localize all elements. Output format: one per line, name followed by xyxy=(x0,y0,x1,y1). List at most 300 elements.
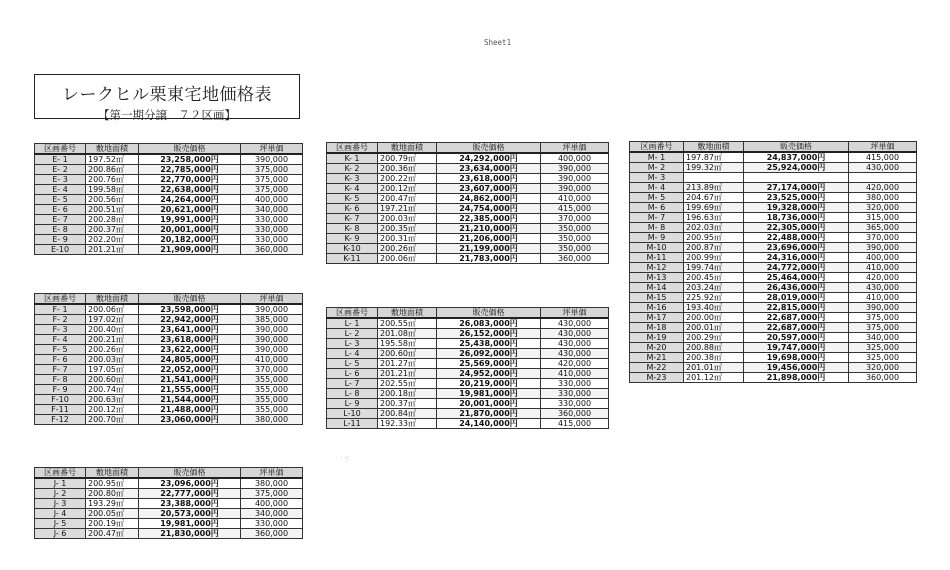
tsubo-price-cell: 390,000 xyxy=(541,184,609,194)
sale-price-cell: 23,641,000円 xyxy=(139,325,241,335)
tsubo-price-cell: 330,000 xyxy=(541,399,609,409)
tsubo-price-cell: 375,000 xyxy=(241,175,303,185)
tsubo-price-cell: 415,000 xyxy=(541,419,609,429)
land-area-cell: 201.21㎡ xyxy=(378,369,437,379)
table-row xyxy=(630,193,917,203)
land-area-cell: 202.20㎡ xyxy=(86,235,139,245)
sale-price-cell: 24,264,000円 xyxy=(139,195,241,205)
tsubo-price-cell: 390,000 xyxy=(241,154,303,165)
land-area-cell: 199.69㎡ xyxy=(684,203,744,213)
tsubo-price-cell: 360,000 xyxy=(849,373,917,383)
lot-number-cell: E- 7 xyxy=(35,215,86,225)
sale-price-cell: 19,981,000円 xyxy=(139,519,241,529)
land-area-cell: 204.67㎡ xyxy=(684,193,744,203)
sale-price-cell: 18,736,000円 xyxy=(744,213,849,223)
table-row xyxy=(35,225,303,235)
table-row xyxy=(327,204,609,214)
table-row xyxy=(630,303,917,313)
land-area-cell: 200.56㎡ xyxy=(86,195,139,205)
header-lot-number: 区画番号 xyxy=(35,294,86,305)
lot-number-cell: K- 8 xyxy=(327,224,378,234)
land-area-cell: 200.28㎡ xyxy=(86,215,139,225)
land-area-cell: 200.40㎡ xyxy=(86,325,139,335)
sale-price-cell: 22,488,000円 xyxy=(744,233,849,243)
sale-price-cell: 20,182,000円 xyxy=(139,235,241,245)
land-area-cell: 200.86㎡ xyxy=(86,165,139,175)
sale-price-cell: 25,464,000円 xyxy=(744,273,849,283)
table-row xyxy=(35,315,303,325)
tsubo-price-cell: 430,000 xyxy=(541,339,609,349)
lot-number-cell: E- 2 xyxy=(35,165,86,175)
tsubo-price-cell: 390,000 xyxy=(541,174,609,184)
sale-price-cell: 19,981,000円 xyxy=(437,389,541,399)
table-row xyxy=(327,409,609,419)
tsubo-price-cell: 350,000 xyxy=(541,244,609,254)
land-area-cell: 200.47㎡ xyxy=(378,194,437,204)
land-area-cell: 200.22㎡ xyxy=(378,174,437,184)
price-table-K xyxy=(326,142,609,264)
tsubo-price-cell: 365,000 xyxy=(849,223,917,233)
lot-number-cell: L- 2 xyxy=(327,329,378,339)
lot-number-cell: K- 1 xyxy=(327,153,378,164)
lot-number-cell: E- 3 xyxy=(35,175,86,185)
sale-price-cell: 22,687,000円 xyxy=(744,313,849,323)
land-area-cell: 200.06㎡ xyxy=(86,304,139,315)
table-row xyxy=(327,318,609,329)
tsubo-price-cell: 410,000 xyxy=(541,194,609,204)
tsubo-price-cell: 375,000 xyxy=(241,165,303,175)
lot-number-cell: L- 9 xyxy=(327,399,378,409)
land-area-cell: 213.89㎡ xyxy=(684,183,744,193)
tsubo-price-cell: 370,000 xyxy=(541,214,609,224)
table-row xyxy=(630,223,917,233)
sale-price-cell: 24,754,000円 xyxy=(437,204,541,214)
lot-number-cell: L-10 xyxy=(327,409,378,419)
tsubo-price-cell: 390,000 xyxy=(849,303,917,313)
sale-price-cell: 20,597,000円 xyxy=(744,333,849,343)
lot-number-cell: M-20 xyxy=(630,343,684,353)
tsubo-price-cell: 400,000 xyxy=(849,253,917,263)
sale-price-cell: 26,092,000円 xyxy=(437,349,541,359)
sale-price-cell: 21,909,000円 xyxy=(139,245,241,255)
lot-number-cell: M-16 xyxy=(630,303,684,313)
sale-price-cell: 23,607,000円 xyxy=(437,184,541,194)
tsubo-price-cell: 430,000 xyxy=(541,318,609,329)
sale-price-cell: 24,316,000円 xyxy=(744,253,849,263)
tsubo-price-cell: 410,000 xyxy=(849,293,917,303)
land-area-cell: 200.38㎡ xyxy=(684,353,744,363)
sale-price-cell: 22,687,000円 xyxy=(744,323,849,333)
land-area-cell: 199.74㎡ xyxy=(684,263,744,273)
table-row xyxy=(630,353,917,363)
table-header-row xyxy=(35,468,303,479)
lot-number-cell: M-22 xyxy=(630,363,684,373)
lot-number-cell: K-11 xyxy=(327,254,378,264)
sale-price-cell: 28,019,000円 xyxy=(744,293,849,303)
table-header-row xyxy=(35,294,303,305)
table-row xyxy=(327,254,609,264)
lot-number-cell: K- 5 xyxy=(327,194,378,204)
table-row xyxy=(35,154,303,165)
lot-number-cell: M-12 xyxy=(630,263,684,273)
tsubo-price-cell: 410,000 xyxy=(541,369,609,379)
lot-number-cell: M- 3 xyxy=(630,173,684,183)
land-area-cell: 200.80㎡ xyxy=(86,489,139,499)
tsubo-price-cell: 400,000 xyxy=(241,195,303,205)
header-tsubo-price: 坪単価 xyxy=(241,294,303,305)
lot-number-cell: M- 8 xyxy=(630,223,684,233)
sale-price-cell: 23,258,000円 xyxy=(139,154,241,165)
land-area-cell: 200.26㎡ xyxy=(378,244,437,254)
lot-number-cell: E- 5 xyxy=(35,195,86,205)
page-title: レークヒル栗東宅地価格表 xyxy=(62,85,272,105)
land-area-cell: 200.60㎡ xyxy=(378,349,437,359)
tsubo-price-cell: 430,000 xyxy=(541,349,609,359)
land-area-cell: 200.06㎡ xyxy=(378,254,437,264)
tsubo-price-cell: 355,000 xyxy=(241,375,303,385)
lot-number-cell: E-10 xyxy=(35,245,86,255)
table-row xyxy=(327,419,609,429)
land-area-cell: 200.84㎡ xyxy=(378,409,437,419)
land-area-cell: 200.45㎡ xyxy=(684,273,744,283)
table-header-row xyxy=(327,308,609,319)
title-box xyxy=(34,74,300,122)
tsubo-price-cell: 350,000 xyxy=(541,234,609,244)
header-land-area: 敷地面積 xyxy=(378,143,437,154)
table-row xyxy=(630,273,917,283)
land-area-cell: 195.58㎡ xyxy=(378,339,437,349)
tsubo-price-cell: 325,000 xyxy=(849,343,917,353)
land-area-cell: 197.52㎡ xyxy=(86,154,139,165)
land-area-cell: 200.88㎡ xyxy=(684,343,744,353)
tsubo-price-cell: 400,000 xyxy=(241,499,303,509)
header-sale-price: 販売価格 xyxy=(437,308,541,319)
sale-price-cell: 19,747,000円 xyxy=(744,343,849,353)
sale-price-cell: 26,152,000円 xyxy=(437,329,541,339)
sheet-label: Sheet1 xyxy=(484,38,512,47)
table-row xyxy=(35,499,303,509)
lot-number-cell: K- 2 xyxy=(327,164,378,174)
sale-price-cell: 21,544,000円 xyxy=(139,395,241,405)
land-area-cell: 193.40㎡ xyxy=(684,303,744,313)
tsubo-price-cell: 340,000 xyxy=(849,333,917,343)
land-area-cell: 199.32㎡ xyxy=(684,163,744,173)
sale-price-cell: 21,210,000円 xyxy=(437,224,541,234)
price-table-E xyxy=(34,143,303,255)
header-tsubo-price: 坪単価 xyxy=(241,468,303,479)
sale-price-cell: 24,292,000円 xyxy=(437,153,541,164)
table-row xyxy=(630,323,917,333)
lot-number-cell: M-19 xyxy=(630,333,684,343)
lot-number-cell: M-23 xyxy=(630,373,684,383)
table-row xyxy=(327,399,609,409)
table-row xyxy=(327,379,609,389)
land-area-cell: 200.63㎡ xyxy=(86,395,139,405)
land-area-cell: 200.03㎡ xyxy=(378,214,437,224)
table-row xyxy=(327,359,609,369)
tsubo-price-cell: 340,000 xyxy=(241,509,303,519)
lot-number-cell: M- 6 xyxy=(630,203,684,213)
land-area-cell: 197.05㎡ xyxy=(86,365,139,375)
sale-price-cell: 25,569,000円 xyxy=(437,359,541,369)
tsubo-price-cell: 315,000 xyxy=(849,213,917,223)
header-lot-number: 区画番号 xyxy=(35,468,86,479)
table-row xyxy=(35,355,303,365)
land-area-cell: 200.74㎡ xyxy=(86,385,139,395)
header-sale-price: 販売価格 xyxy=(139,294,241,305)
table-row xyxy=(35,245,303,255)
table-header-row xyxy=(327,143,609,154)
table-row xyxy=(327,194,609,204)
table-row xyxy=(327,174,609,184)
header-land-area: 敷地面積 xyxy=(684,142,744,153)
land-area-cell: 200.19㎡ xyxy=(86,519,139,529)
sale-price-cell: 22,942,000円 xyxy=(139,315,241,325)
land-area-cell: 201.08㎡ xyxy=(378,329,437,339)
land-area-cell xyxy=(684,173,744,183)
table-row xyxy=(35,345,303,355)
table-row xyxy=(327,349,609,359)
land-area-cell: 200.55㎡ xyxy=(378,318,437,329)
tsubo-price-cell: 370,000 xyxy=(241,365,303,375)
land-area-cell: 193.29㎡ xyxy=(86,499,139,509)
land-area-cell: 200.31㎡ xyxy=(378,234,437,244)
header-lot-number: 区画番号 xyxy=(630,142,684,153)
header-lot-number: 区画番号 xyxy=(327,143,378,154)
tsubo-price-cell: 360,000 xyxy=(541,409,609,419)
sale-price-cell: 23,060,000円 xyxy=(139,415,241,425)
table-row xyxy=(327,369,609,379)
lot-number-cell: M-10 xyxy=(630,243,684,253)
sale-price-cell: 21,870,000円 xyxy=(437,409,541,419)
land-area-cell: 200.47㎡ xyxy=(86,529,139,539)
lot-number-cell: M-18 xyxy=(630,323,684,333)
lot-number-cell: J- 4 xyxy=(35,509,86,519)
table-row xyxy=(327,389,609,399)
tsubo-price-cell: 330,000 xyxy=(541,389,609,399)
lot-number-cell: M- 9 xyxy=(630,233,684,243)
land-area-cell: 201.21㎡ xyxy=(86,245,139,255)
table-row xyxy=(630,152,917,163)
table-row xyxy=(35,375,303,385)
lot-number-cell: K- 4 xyxy=(327,184,378,194)
sale-price-cell: 22,385,000円 xyxy=(437,214,541,224)
lot-number-cell: F- 3 xyxy=(35,325,86,335)
table-row xyxy=(35,175,303,185)
header-tsubo-price: 坪単価 xyxy=(541,143,609,154)
table-row xyxy=(327,164,609,174)
lot-number-cell: K- 6 xyxy=(327,204,378,214)
land-area-cell: 200.37㎡ xyxy=(378,399,437,409)
table-row xyxy=(327,234,609,244)
lot-number-cell: E- 8 xyxy=(35,225,86,235)
sale-price-cell: 20,573,000円 xyxy=(139,509,241,519)
sale-price-cell: 21,488,000円 xyxy=(139,405,241,415)
tsubo-price-cell: 415,000 xyxy=(541,204,609,214)
sale-price-cell: 21,898,000円 xyxy=(744,373,849,383)
table-row xyxy=(35,235,303,245)
sale-price-cell: 24,140,000円 xyxy=(437,419,541,429)
lot-number-cell: L- 7 xyxy=(327,379,378,389)
lot-number-cell: M- 2 xyxy=(630,163,684,173)
land-area-cell: 200.01㎡ xyxy=(684,323,744,333)
tsubo-price-cell: 430,000 xyxy=(541,329,609,339)
price-table-M xyxy=(629,141,917,383)
header-land-area: 敷地面積 xyxy=(86,144,139,155)
tsubo-price-cell: 360,000 xyxy=(241,245,303,255)
tsubo-price-cell: 390,000 xyxy=(241,335,303,345)
sale-price-cell: 23,634,000円 xyxy=(437,164,541,174)
price-table-F xyxy=(34,293,303,425)
header-sale-price: 販売価格 xyxy=(744,142,849,153)
lot-number-cell: K- 9 xyxy=(327,234,378,244)
tsubo-price-cell: 430,000 xyxy=(849,163,917,173)
lot-number-cell: M-13 xyxy=(630,273,684,283)
header-lot-number: 区画番号 xyxy=(327,308,378,319)
lot-number-cell: E- 6 xyxy=(35,205,86,215)
land-area-cell: 202.03㎡ xyxy=(684,223,744,233)
table-row xyxy=(630,163,917,173)
table-row xyxy=(35,489,303,499)
land-area-cell: 200.12㎡ xyxy=(86,405,139,415)
land-area-cell: 200.95㎡ xyxy=(684,233,744,243)
tsubo-price-cell: 420,000 xyxy=(849,273,917,283)
header-lot-number: 区画番号 xyxy=(35,144,86,155)
tsubo-price-cell: 390,000 xyxy=(541,164,609,174)
sale-price-cell: 19,456,000円 xyxy=(744,363,849,373)
sale-price-cell: 22,777,000円 xyxy=(139,489,241,499)
sale-price-cell: 22,052,000円 xyxy=(139,365,241,375)
table-row xyxy=(35,365,303,375)
table-row xyxy=(630,253,917,263)
land-area-cell: 202.55㎡ xyxy=(378,379,437,389)
lot-number-cell: F- 7 xyxy=(35,365,86,375)
sale-price-cell: 23,096,000円 xyxy=(139,478,241,489)
sale-price-cell: 21,199,000円 xyxy=(437,244,541,254)
tsubo-price-cell: 360,000 xyxy=(241,529,303,539)
lot-number-cell: L- 1 xyxy=(327,318,378,329)
table-row xyxy=(630,283,917,293)
lot-number-cell: M-11 xyxy=(630,253,684,263)
table-row xyxy=(630,373,917,383)
table-row xyxy=(35,478,303,489)
sale-price-cell: 22,305,000円 xyxy=(744,223,849,233)
sale-price-cell: 22,770,000円 xyxy=(139,175,241,185)
lot-number-cell: M- 1 xyxy=(630,152,684,163)
sale-price-cell: 19,991,000円 xyxy=(139,215,241,225)
table-row xyxy=(35,415,303,425)
lot-number-cell: M-21 xyxy=(630,353,684,363)
sale-price-cell: 23,525,000円 xyxy=(744,193,849,203)
lot-number-cell: F-12 xyxy=(35,415,86,425)
land-area-cell: 201.01㎡ xyxy=(684,363,744,373)
land-area-cell: 200.12㎡ xyxy=(378,184,437,194)
table-row xyxy=(35,205,303,215)
table-row xyxy=(630,263,917,273)
table-row xyxy=(327,244,609,254)
table-row xyxy=(327,153,609,164)
tsubo-price-cell: 400,000 xyxy=(541,153,609,164)
lot-number-cell: L-11 xyxy=(327,419,378,429)
sale-price-cell: 24,862,000円 xyxy=(437,194,541,204)
land-area-cell: 200.79㎡ xyxy=(378,153,437,164)
sale-price-cell: 21,541,000円 xyxy=(139,375,241,385)
land-area-cell: 225.92㎡ xyxy=(684,293,744,303)
land-area-cell: 197.02㎡ xyxy=(86,315,139,325)
header-land-area: 敷地面積 xyxy=(86,468,139,479)
land-area-cell: 199.58㎡ xyxy=(86,185,139,195)
lot-number-cell: F- 1 xyxy=(35,304,86,315)
land-area-cell: 200.37㎡ xyxy=(86,225,139,235)
tsubo-price-cell: 355,000 xyxy=(241,385,303,395)
tsubo-price-cell: 430,000 xyxy=(849,283,917,293)
table-row xyxy=(327,224,609,234)
table-row xyxy=(630,333,917,343)
land-area-cell: 200.70㎡ xyxy=(86,415,139,425)
table-row xyxy=(35,385,303,395)
sale-price-cell: 21,783,000円 xyxy=(437,254,541,264)
table-header-row xyxy=(630,142,917,153)
lot-number-cell: M-14 xyxy=(630,283,684,293)
table-row xyxy=(327,329,609,339)
sale-price-cell: 20,001,000円 xyxy=(139,225,241,235)
lot-number-cell: F- 9 xyxy=(35,385,86,395)
land-area-cell: 203.24㎡ xyxy=(684,283,744,293)
page-subtitle: 【第一期分譲 ７２区画】 xyxy=(98,108,236,122)
tsubo-price-cell: 390,000 xyxy=(849,243,917,253)
table-row xyxy=(35,185,303,195)
header-sale-price: 販売価格 xyxy=(139,144,241,155)
sale-price-cell: 23,622,000円 xyxy=(139,345,241,355)
tsubo-price-cell: 320,000 xyxy=(849,363,917,373)
sale-price-cell: 19,698,000円 xyxy=(744,353,849,363)
sale-price-cell: 20,621,000円 xyxy=(139,205,241,215)
land-area-cell: 192.33㎡ xyxy=(378,419,437,429)
lot-number-cell: F- 8 xyxy=(35,375,86,385)
land-area-cell: 200.87㎡ xyxy=(684,243,744,253)
tsubo-price-cell: 330,000 xyxy=(241,235,303,245)
lot-number-cell: M- 4 xyxy=(630,183,684,193)
header-tsubo-price: 坪単価 xyxy=(849,142,917,153)
sale-price-cell: 20,219,000円 xyxy=(437,379,541,389)
land-area-cell: 200.35㎡ xyxy=(378,224,437,234)
land-area-cell: 200.03㎡ xyxy=(86,355,139,365)
tsubo-price-cell: 370,000 xyxy=(849,233,917,243)
land-area-cell: 200.95㎡ xyxy=(86,478,139,489)
table-row xyxy=(630,293,917,303)
tsubo-price-cell: 330,000 xyxy=(241,225,303,235)
tsubo-price-cell: 380,000 xyxy=(241,478,303,489)
tsubo-price-cell: 390,000 xyxy=(241,325,303,335)
table-row xyxy=(35,335,303,345)
sale-price-cell: 22,785,000円 xyxy=(139,165,241,175)
lot-number-cell: F- 4 xyxy=(35,335,86,345)
lot-number-cell: M- 5 xyxy=(630,193,684,203)
sale-price-cell: 23,696,000円 xyxy=(744,243,849,253)
land-area-cell: 200.51㎡ xyxy=(86,205,139,215)
table-row xyxy=(327,339,609,349)
table-row xyxy=(630,183,917,193)
lot-number-cell: J- 3 xyxy=(35,499,86,509)
tsubo-price-cell: 415,000 xyxy=(849,152,917,163)
scan-mark: · ·: xyxy=(340,454,350,462)
lot-number-cell: F-11 xyxy=(35,405,86,415)
lot-number-cell: K- 7 xyxy=(327,214,378,224)
lot-number-cell: E- 1 xyxy=(35,154,86,165)
tsubo-price-cell: 390,000 xyxy=(241,345,303,355)
land-area-cell: 200.00㎡ xyxy=(684,313,744,323)
tsubo-price-cell xyxy=(849,173,917,183)
